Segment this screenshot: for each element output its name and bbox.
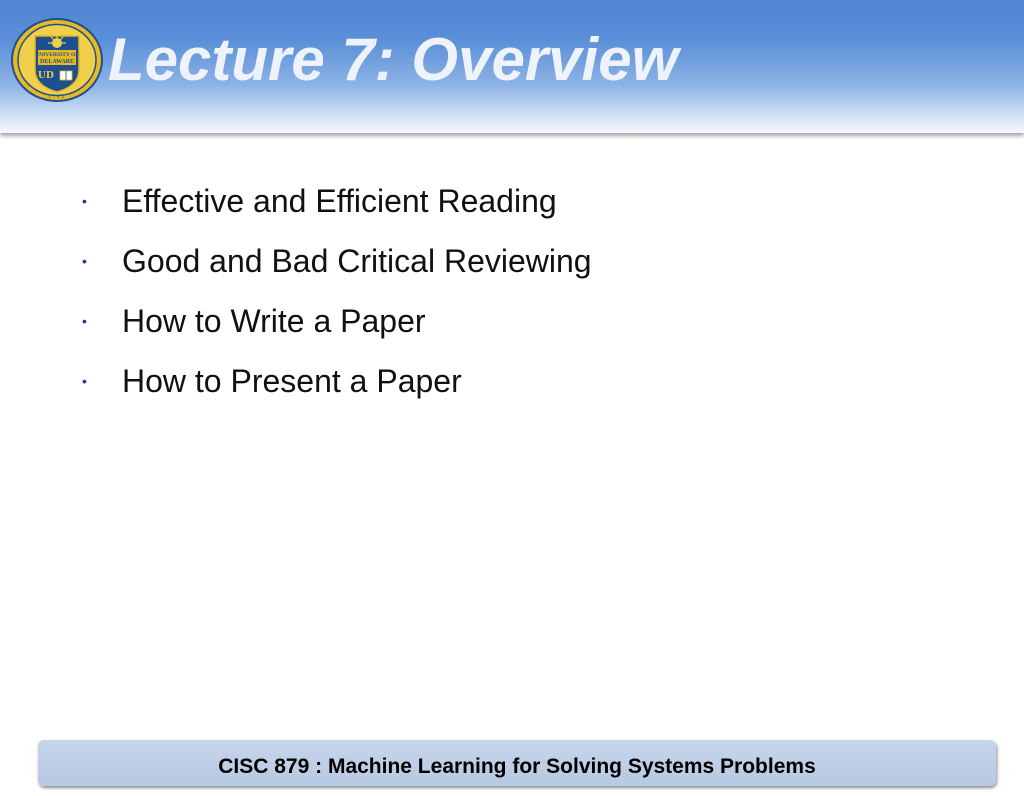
seal-monogram: UD	[38, 69, 54, 81]
bullet-marker: •	[82, 253, 87, 269]
title-bar	[0, 0, 1024, 133]
bullet-text: How to Present a Paper	[122, 363, 462, 399]
bullet-marker: •	[82, 373, 87, 389]
slide-title: Lecture 7: Overview	[108, 26, 679, 93]
seal-text-main: DELAWARE	[39, 59, 75, 65]
course-footer: CISC 879 : Machine Learning for Solving Systems Problems	[218, 755, 816, 778]
bullet-text: Effective and Efficient Reading	[122, 183, 557, 219]
university-seal-icon	[11, 18, 103, 102]
bullet-text: How to Write a Paper	[122, 303, 426, 339]
bullet-marker: •	[82, 193, 87, 209]
bullet-text: Good and Bad Critical Reviewing	[122, 243, 592, 279]
footer-bar	[38, 740, 996, 786]
seal-year: 1743	[48, 95, 66, 100]
seal-text-top: UNIVERSITY OF	[35, 52, 79, 58]
bullet-marker: •	[82, 313, 87, 329]
